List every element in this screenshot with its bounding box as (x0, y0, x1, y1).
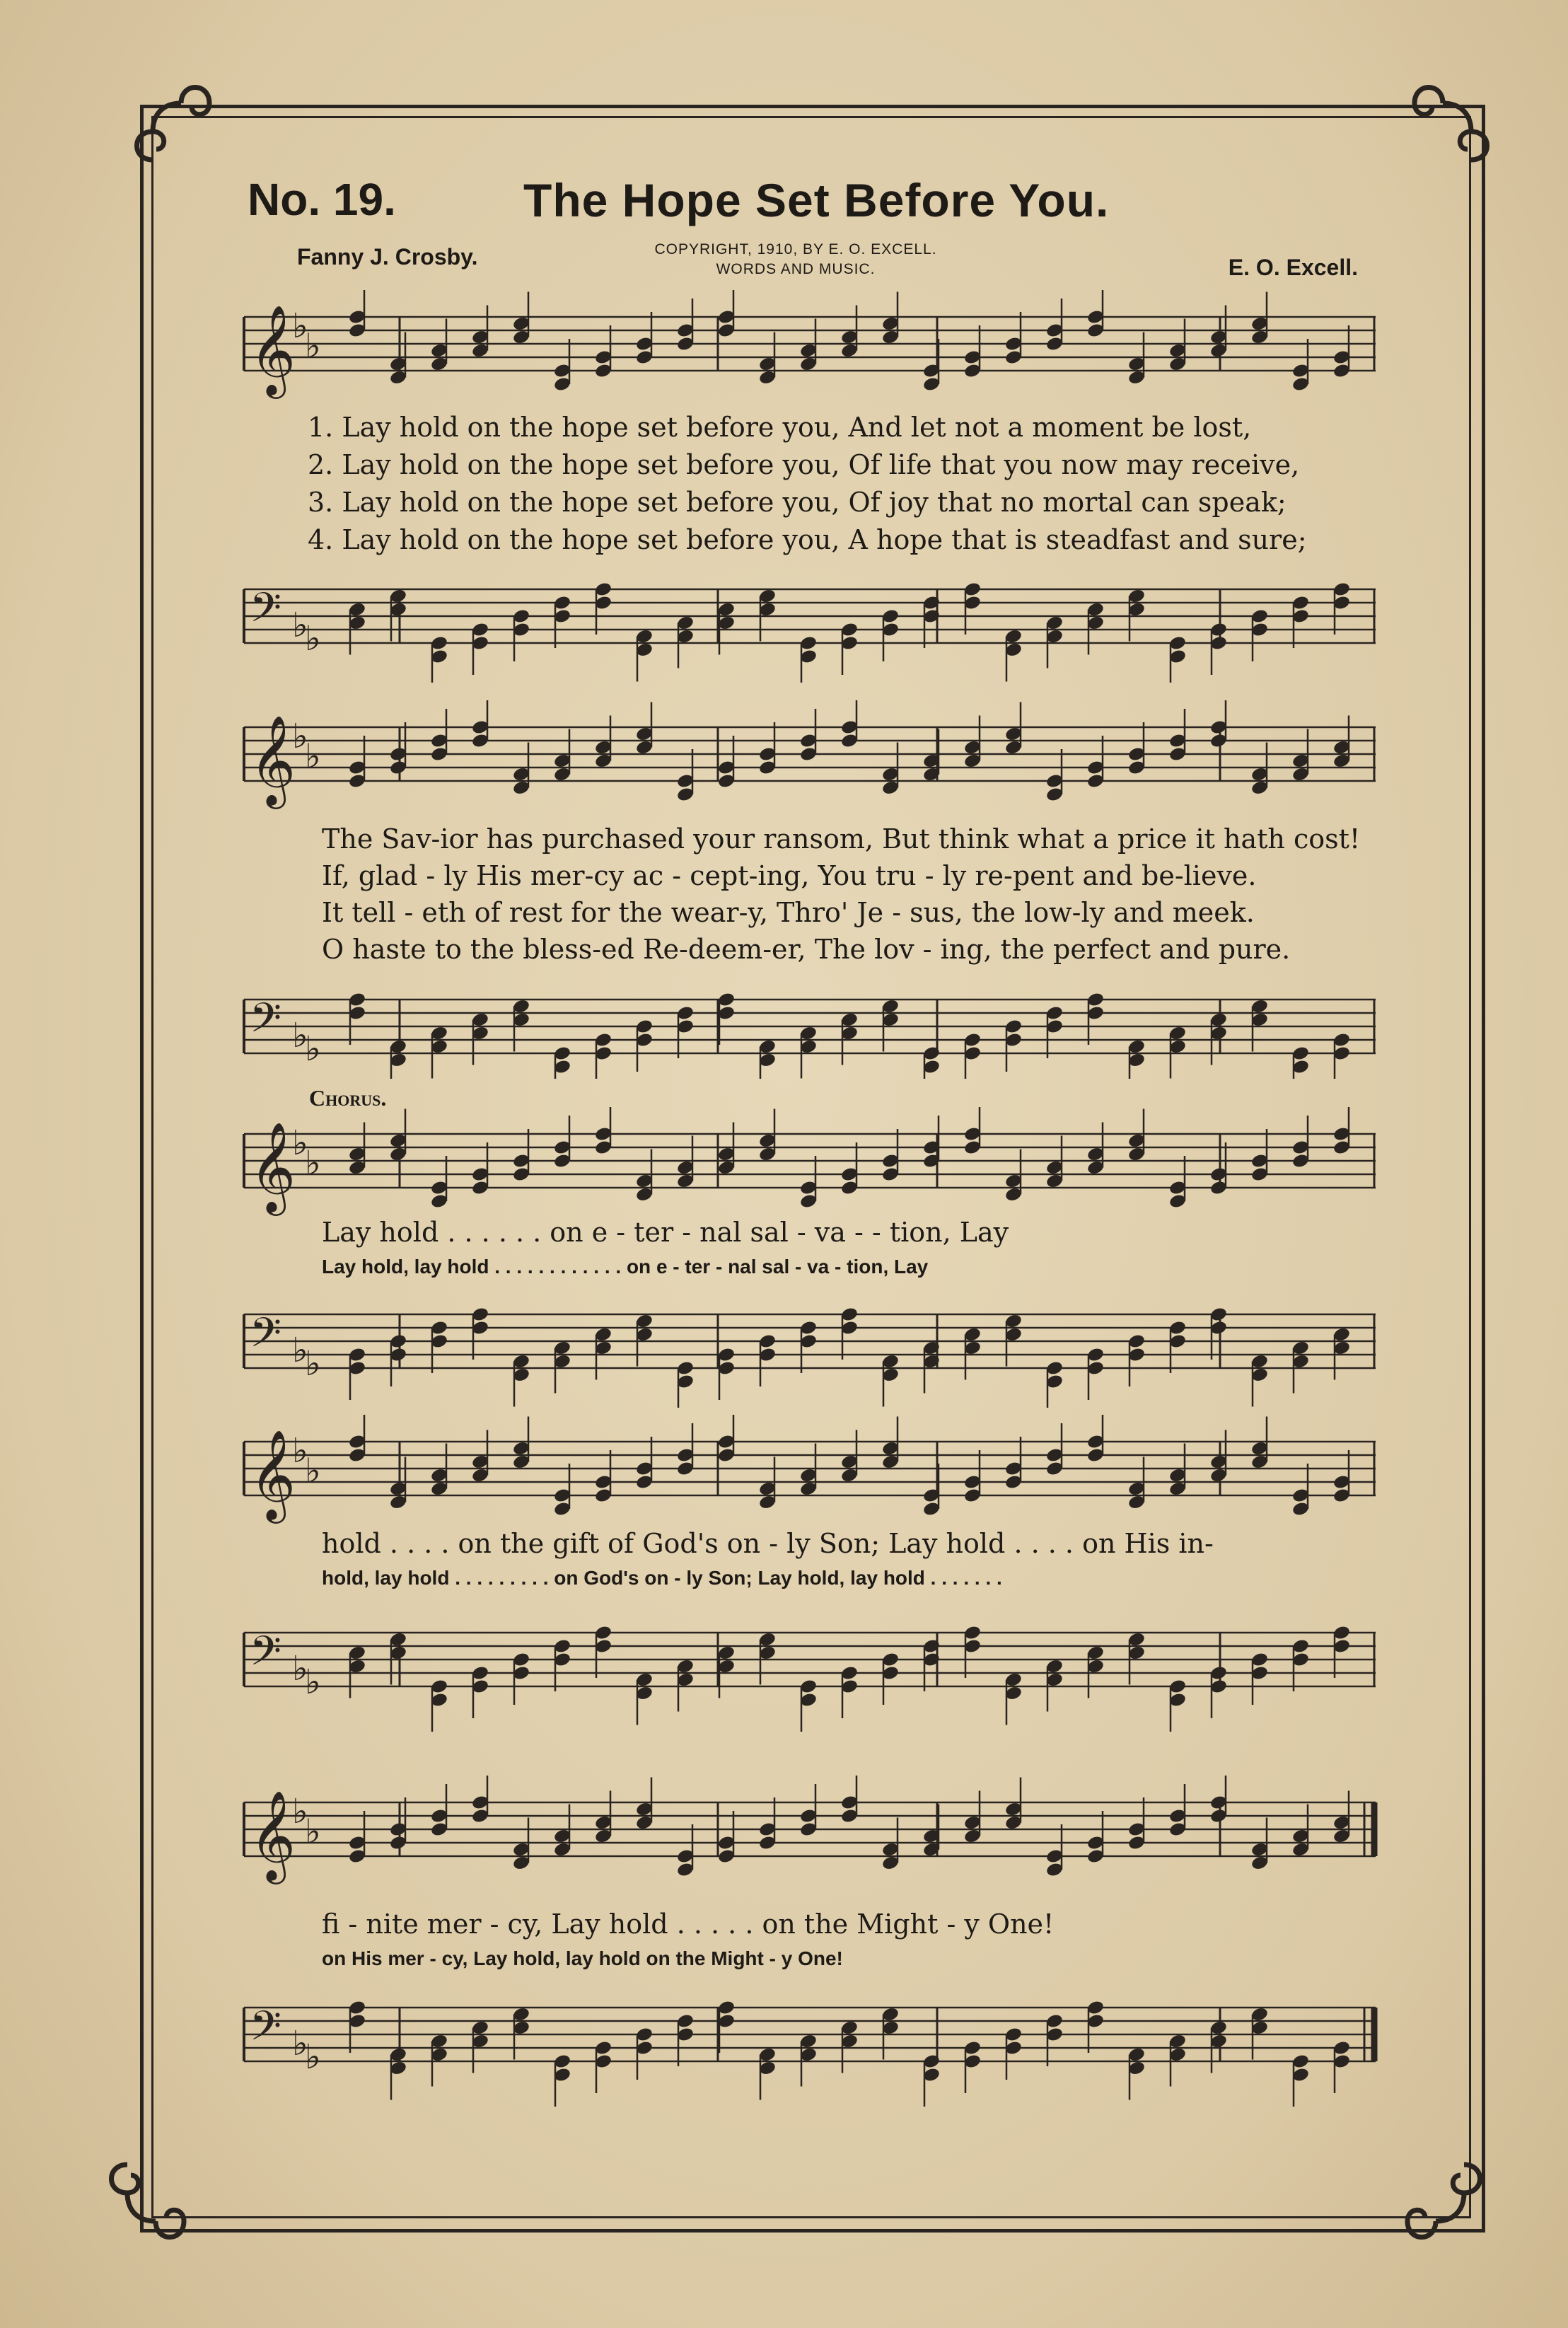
svg-text:♭: ♭ (292, 1431, 308, 1471)
chorus-label: Chorus. (309, 1085, 387, 1111)
copyright-notice (637, 240, 955, 279)
lyric-line: If, glad - ly His mer-cy ac - cept-ing, You tru - ly re-pent and be-lieve. (322, 860, 1257, 891)
svg-text:♭: ♭ (305, 1344, 321, 1384)
lyric-line: The Sav-ior has purchased your ransom, But think what a price it hath cost! (322, 823, 1361, 855)
svg-text:♭: ♭ (305, 619, 321, 659)
svg-text:♭: ♭ (305, 1662, 321, 1702)
ornament-corner-icon (1393, 75, 1499, 181)
svg-text:♭: ♭ (292, 1123, 308, 1163)
svg-text:𝄞: 𝄞 (250, 1429, 296, 1519)
chorus-lyric-line: fi - nite mer - cy, Lay hold . . . . . on the Might - y One! (322, 1909, 1055, 1940)
lyric-line: 1. Lay hold on the hope set before you, And let not a moment be lost, (308, 412, 1252, 443)
bass-staff (237, 562, 1383, 683)
hymn-title: The Hope Set Before You. (523, 174, 1110, 226)
svg-text:𝄢: 𝄢 (250, 1627, 282, 1685)
chorus-lyric-line: Lay hold . . . . . . on e - ter - nal sal - va - - tion, Lay (322, 1217, 1009, 1248)
music-system-3 (237, 1082, 1383, 1422)
bass-staff (237, 1606, 1383, 1740)
lyric-line: O haste to the bless-ed Re-deem-er, The lov - ing, the perfect and pure. (322, 934, 1291, 965)
music-system-2 (237, 700, 1383, 1082)
copyright-subline: WORDS AND MUSIC. (716, 261, 876, 277)
svg-text:𝄞: 𝄞 (250, 1790, 296, 1880)
treble-staff (237, 1415, 1383, 1535)
svg-text:𝄢: 𝄢 (250, 2002, 282, 2060)
svg-text:♭: ♭ (305, 1812, 321, 1852)
copyright-line: COPYRIGHT, 1910, BY E. O. EXCELL. (654, 241, 937, 257)
lyric-line: 2. Lay hold on the hope set before you, Of life that you now may receive, (308, 449, 1300, 480)
bass-staff (237, 973, 1383, 1079)
svg-text:𝄢: 𝄢 (250, 1309, 282, 1367)
svg-text:𝄞: 𝄞 (250, 714, 296, 805)
svg-text:♭: ♭ (305, 2037, 321, 2077)
music-system-1 (237, 290, 1383, 686)
author-credit: Fanny J. Crosby. (297, 244, 478, 270)
svg-text:♭: ♭ (292, 606, 308, 645)
lyric-line: 4. Lay hold on the hope set before you, A hope that is steadfast and sure; (308, 524, 1307, 555)
ornament-corner-icon (1386, 2143, 1492, 2249)
treble-staff (237, 700, 1383, 821)
svg-text:♭: ♭ (305, 736, 321, 777)
music-system-5 (237, 1747, 1383, 2172)
svg-text:𝄢: 𝄢 (250, 994, 282, 1052)
svg-text:♭: ♭ (292, 2024, 308, 2063)
ornament-corner-icon (99, 2143, 205, 2249)
chorus-lyric-line: hold . . . . on the gift of God's on - ly Son; Lay hold . . . . on His in- (322, 1528, 1214, 1559)
svg-text:♭: ♭ (292, 1331, 308, 1370)
svg-text:♭: ♭ (305, 326, 321, 366)
svg-text:♭: ♭ (305, 1029, 321, 1069)
svg-text:♭: ♭ (292, 1792, 308, 1831)
chorus-alto-lyric-line: hold, lay hold . . . . . . . . . on God's on - ly Son; Lay hold, lay hold . . . . . . . (322, 1567, 1002, 1589)
hymn-number: No. 19. (248, 174, 396, 225)
treble-staff (237, 1776, 1383, 1896)
lyric-line: It tell - eth of rest for the wear-y, Thro' Je - sus, the low-ly and meek. (322, 897, 1255, 928)
bass-staff (237, 1981, 1383, 2115)
svg-text:♭: ♭ (305, 1451, 321, 1491)
svg-text:♭: ♭ (305, 1143, 321, 1183)
music-system-4 (237, 1415, 1383, 1768)
svg-text:♭: ♭ (292, 717, 308, 756)
treble-staff (237, 290, 1383, 410)
svg-text:♭: ♭ (292, 306, 308, 346)
chorus-alto-lyric-line: on His mer - cy, Lay hold, lay hold on the Might - y One! (322, 1947, 843, 1969)
composer-credit: E. O. Excell. (1228, 255, 1358, 280)
svg-text:𝄞: 𝄞 (250, 1121, 296, 1212)
verse-lyrics-block (237, 821, 1383, 968)
svg-text:♭: ♭ (292, 1649, 308, 1689)
svg-text:♭: ♭ (292, 1016, 308, 1055)
chorus-alto-lyric-line: Lay hold, lay hold . . . . . . . . . . . . on e - ter - nal sal - va - tion, Lay (322, 1256, 929, 1278)
verse-lyrics-block (237, 409, 1383, 559)
lyric-line: 3. Lay hold on the hope set before you, Of joy that no mortal can speak; (308, 487, 1287, 518)
hymn-header (248, 173, 1379, 286)
bass-staff (237, 1287, 1383, 1408)
ornament-corner-icon (124, 75, 231, 181)
treble-staff (237, 1107, 1383, 1234)
svg-text:𝄢: 𝄢 (250, 584, 282, 642)
svg-text:𝄞: 𝄞 (250, 304, 296, 395)
